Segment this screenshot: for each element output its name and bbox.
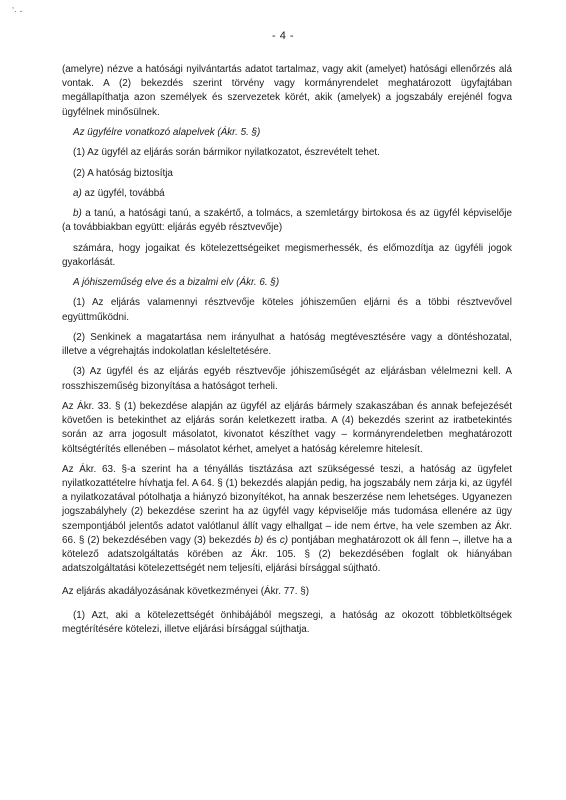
scan-corner-mark: ʼ· -	[12, 6, 23, 16]
paragraph-good-faith-2: (2) Senkinek a magatartása nem irányulhat a hatóság megtévesztésére vagy a döntéshozatal, illetve a végrehajtás indokolatlan késleltetésére.	[62, 331, 512, 358]
paragraph-statement-summons: Az Ákr. 63. §-a szerint ha a tényállás tisztázása azt szükségessé teszi, a hatóság az ügyfelet nyilatkozattételre hívhatja fel. A 64. § (1) bekezdés alapján pedig, ha jogszabály nem zárja ki, az ügyfél a nyilatkozatával pótolhatja a hiányzó bizonyítékot, ha annak beszerzése nem lehetséges. Ugyanezen jogszabályhely (2) bekezdése szerint ha az ügyfél vagy képviselője más tudomása ellenére az ügy szempontjából jelentős adatot valótlanul állít vagy elhallgat – ide nem értve, ha vele szemben az Ákr. 66. § (2) bekezdésében vagy (3) bekezdés b) és c) pontjában meghatározott ok áll fenn –, illetve ha a kötelező adatszolgáltatás körében az Ákr. 105. § (2) bekezdésében foglalt ok hiányában adatszolgáltatási kötelezettségét nem teljesíti, eljárási bírsággal sújtható.	[62, 463, 512, 575]
paragraph-rights-continuation: számára, hogy jogaikat és kötelezettségeiket megismerhessék, és előmozdítja az ügyféli jogok gyakorlását.	[62, 242, 512, 268]
page-number: - 4 -	[271, 30, 295, 42]
list-item-b	[62, 207, 512, 235]
paragraph-obstruction-1: (1) Azt, aki a kötelezettségét önhibájából megszegi, a hatóság az okozott többletköltségek megtérítésére kötelezi, illetve eljárási bírsággal sújthatja.	[62, 609, 512, 635]
list-marker-b: b)	[73, 208, 82, 220]
list-item-b-text: a tanú, a hatósági tanú, a szakértő, a tolmács, a szemletárgy birtokosa és az ügyfél képviselője (a továbbiakban együtt: eljárás egyéb résztvevője)	[62, 208, 512, 234]
list-marker-a: a)	[73, 187, 82, 199]
section-heading-client-principles: Az ügyfélre vonatkozó alapelvek (Ákr. 5. §)	[73, 126, 261, 138]
section-heading-good-faith: A jóhiszeműség elve és a bizalmi elv (Ákr. 6. §)	[73, 277, 280, 289]
paragraph-file-inspection: Az Ákr. 33. § (1) bekezdése alapján az ügyfél az eljárás bármely szakaszában és annak befejezését követően is betekinthet az eljárás során keletkezett iratba. A (4) bekezdés szerint az iratbetekintés során az arra jogosult másolatot, kivonatot készíthet vagy – kormányrendeletben meghatározott költségtérítés ellenében – másolatot kérhet, amelyet a hatóság kérelemre hitelesít.	[62, 400, 512, 455]
paragraph-good-faith-1: (1) Az eljárás valamennyi résztvevője köteles jóhiszeműen eljárni és a többi résztvevővel együttműködni.	[62, 297, 512, 323]
list-item-a-text: az ügyfél, továbbá	[81, 187, 165, 199]
paragraph-authority-ensures: (2) A hatóság biztosítja	[73, 167, 173, 179]
list-item-a	[62, 187, 512, 201]
paragraph-good-faith-3: (3) Az ügyfél és az eljárás egyéb résztvevője jóhiszeműségét az eljárásban vélelmezni kell. A rosszhiszeműség bizonyítása a hatóságot terheli.	[62, 366, 512, 392]
paragraph-statement-right: (1) Az ügyfél az eljárás során bármikor nyilatkozatot, észrevételt tehet.	[73, 147, 380, 159]
paragraph-intro: (amelyre) nézve a hatósági nyilvántartás adatot tartalmaz, vagy akit (amelyet) hatósági ellenőrzés alá vontak. A (2) bekezdés szerint törvény vagy kormányrendelet meghatározott ügyfajtában megállapíthatja azon személyek és szervezetek körét, akik (amelyek) a jogszabály erejénél fogva ügyfélnek minősülnek.	[62, 64, 512, 118]
document-body	[62, 63, 512, 643]
section-heading-obstruction: Az eljárás akadályozásának következményei (Ákr. 77. §)	[62, 586, 309, 598]
